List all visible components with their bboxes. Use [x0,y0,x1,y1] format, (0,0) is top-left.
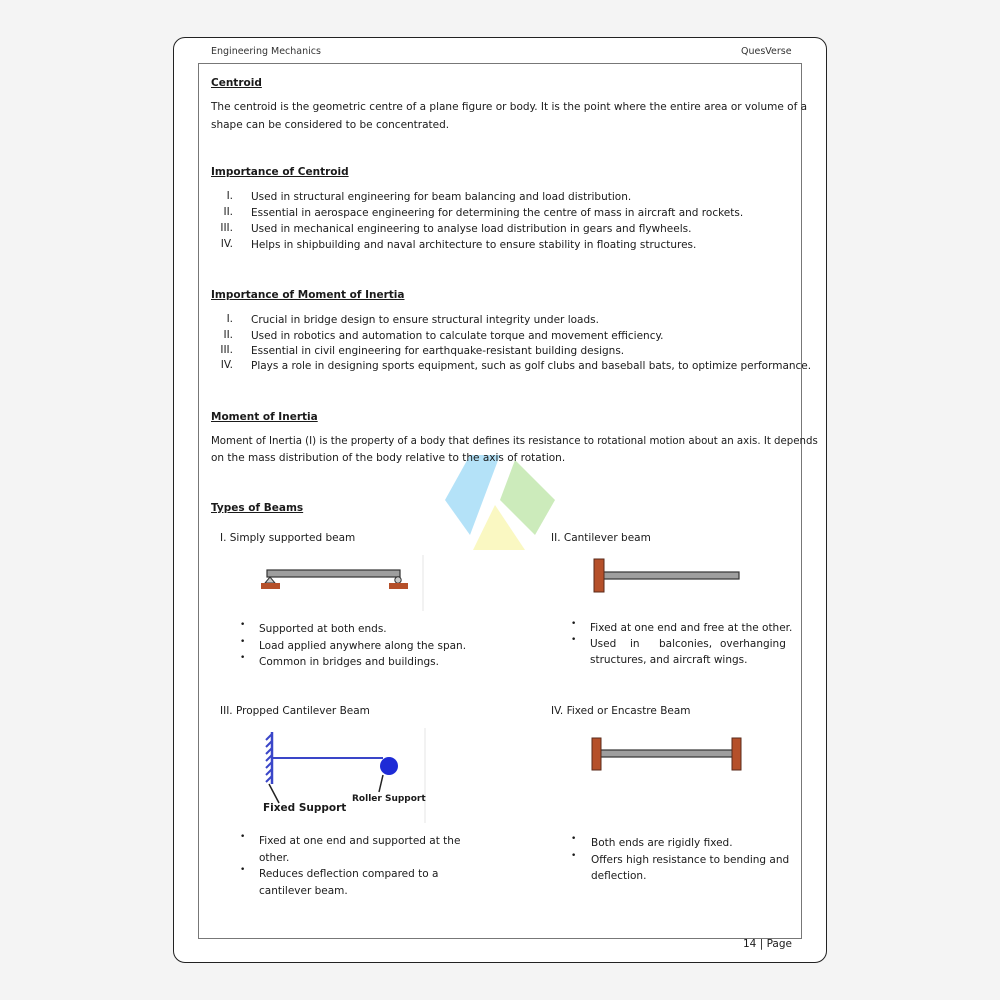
bullet-dot: • [240,637,246,647]
propped-cantilever-label: III. Propped Cantilever Beam [220,705,370,717]
list-number: IV. [220,359,233,371]
bullet-text-word: in [630,638,640,650]
moi-text-line2: on the mass distribution of the body relative to the axis of rotation. [211,452,566,464]
bullet-dot: • [571,635,577,645]
list-item: Essential in aerospace engineering for determining the centre of mass in aircraft and rockets. [251,207,744,219]
list-number: III. [220,222,233,234]
bullet-text-word: balconies, [659,638,713,650]
bullet-dot: • [240,865,246,875]
bullet-text: deflection. [591,870,647,882]
importance-moi-heading: Importance of Moment of Inertia [211,289,405,301]
header-left: Engineering Mechanics [211,46,321,57]
simply-supported-label: I. Simply supported beam [220,532,356,544]
centroid-heading: Centroid [211,77,262,89]
importance-centroid-heading: Importance of Centroid [211,166,349,178]
page-number: 14 | Page [743,938,792,950]
moi-text-line1: Moment of Inertia (I) is the property of a body that defines its resistance to rotational motion about an axis. It depends [211,436,818,447]
header-right: QuesVerse [741,46,792,57]
bullet-text: Supported at both ends. [259,623,387,635]
centroid-text-line1: The centroid is the geometric centre of a plane figure or body. It is the point where the entire area or volume of a [211,101,808,113]
bullet-text: Both ends are rigidly fixed. [591,837,733,849]
bullet-text: Common in bridges and buildings. [259,656,439,668]
bullet-dot: • [571,834,577,844]
fixed-support-label: Fixed Support [263,802,347,814]
bullet-text: Load applied anywhere along the span. [259,640,467,652]
cantilever-label: II. Cantilever beam [551,532,651,544]
list-number: III. [220,344,233,356]
bullet-text: Fixed at one end and supported at the [259,835,461,847]
moi-heading: Moment of Inertia [211,411,318,423]
list-item: Used in structural engineering for beam balancing and load distribution. [251,191,632,203]
list-number: I. [226,313,233,325]
bullet-text-word: Used [590,638,617,650]
list-item: Essential in civil engineering for earthquake-resistant building designs. [251,345,625,357]
bullet-text: Reduces deflection compared to a [259,868,439,880]
bullet-text-word: overhanging [720,638,786,650]
list-number: I. [226,190,233,202]
bullet-dot: • [571,851,577,861]
list-item: Helps in shipbuilding and naval architecture to ensure stability in floating structures. [251,239,697,251]
list-number: II. [223,206,233,218]
cantilever-beam-diagram [590,556,745,596]
fixed-beam-diagram [588,735,748,775]
bullet-dot: • [240,832,246,842]
simply-supported-beam-diagram [255,555,425,611]
bullet-dot: • [571,619,577,629]
types-of-beams-heading: Types of Beams [211,502,304,514]
list-number: IV. [220,238,233,250]
bullet-text: Fixed at one end and free at the other. [590,622,793,634]
list-number: II. [223,329,233,341]
bullet-text: other. [259,852,290,864]
bullet-dot: • [240,653,246,663]
list-item: Crucial in bridge design to ensure structural integrity under loads. [251,314,599,326]
bullet-text: structures, and aircraft wings. [590,654,748,666]
list-item: Plays a role in designing sports equipment, such as golf clubs and baseball bats, to optimize performance. [251,360,812,372]
list-item: Used in mechanical engineering to analyse load distribution in gears and flywheels. [251,223,692,235]
bullet-text: Offers high resistance to bending and [591,854,790,866]
list-item: Used in robotics and automation to calculate torque and movement efficiency. [251,330,664,342]
bullet-dot: • [240,620,246,630]
fixed-beam-label: IV. Fixed or Encastre Beam [551,705,691,717]
centroid-text-line2: shape can be considered to be concentrated. [211,119,450,131]
quesverse-watermark-logo [440,455,560,555]
roller-support-label: Roller Support [352,794,426,804]
bullet-text: cantilever beam. [259,885,348,897]
